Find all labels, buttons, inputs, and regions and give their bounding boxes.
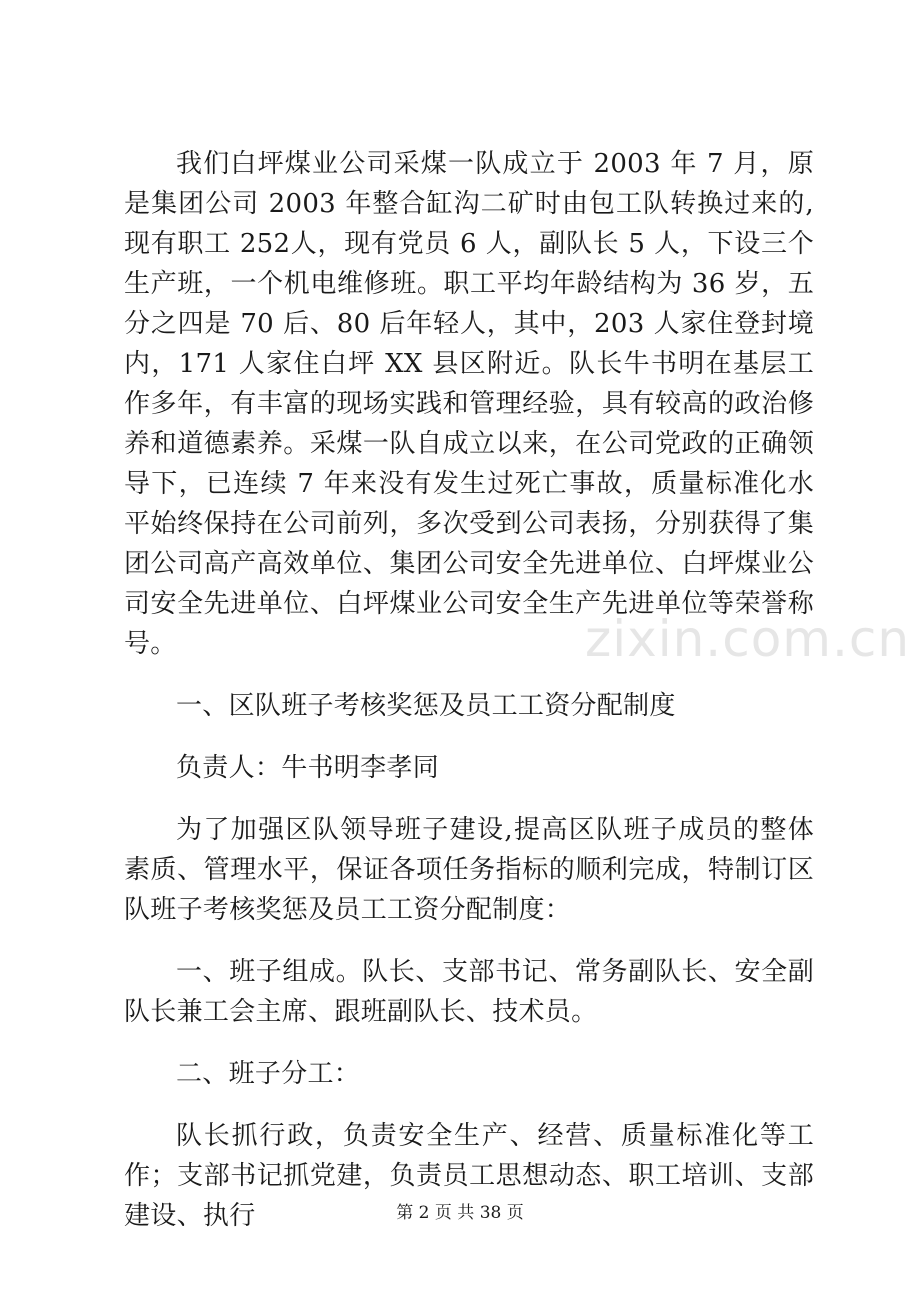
section-heading: 一、区队班子考核奖惩及员工工资分配制度 xyxy=(176,691,676,721)
paragraph-purpose: 为了加强区队领导班子建设,提高区队班子成员的整体素质、管理水平，保证各项任务指标的顺利完成，特制订区队班子考核奖惩及员工工资分配制度： xyxy=(124,815,814,925)
paragraph-team-division: 队长抓行政，负责安全生产、经营、质量标准化等工作；支部书记抓党建，负责员工思想动态、职工培训、支部建设、执行 xyxy=(124,1121,814,1231)
document-body xyxy=(124,144,814,1236)
page-number-footer: 第 2 页 共 38 页 xyxy=(396,1203,524,1223)
responsible-person: 负责人：牛书明李孝同 xyxy=(176,753,440,783)
watermark: zixin.com.cn xyxy=(585,610,911,668)
paragraph-intro: 我们白坪煤业公司采煤一队成立于 2003 年 7 月，原是集团公司 2003 年整合缸沟二矿时由包工队转换过来的,现有职工 252人，现有党员 6 人，副队长 5 人，下设三个生产班，一个机电维修班。职工平均年龄结构为 36 岁，五分之四是 70 后、80 后年轻人，其中，203 人家住登封境内，171 人家住白坪 XX 县区附近。队长牛书明在基层工作多年，有丰富的现场实践和管理经验，具有较高的政治修养和道德素养。采煤一队自成立以来，在公司党政的正确领导下，已连续 7 年来没有发生过死亡事故，质量标准化水平始终保持在公司前列，多次受到公司表扬，分别获得了集团公司高产高效单位、集团公司安全先进单位、白坪煤业公司安全先进单位、白坪煤业公司安全生产先进单位等荣誉称号。 xyxy=(124,149,814,659)
paragraph-team-composition: 一、班子组成。队长、支部书记、常务副队长、安全副队长兼工会主席、跟班副队长、技术员。 xyxy=(124,957,814,1027)
subsection-heading: 二、班子分工： xyxy=(176,1059,361,1089)
